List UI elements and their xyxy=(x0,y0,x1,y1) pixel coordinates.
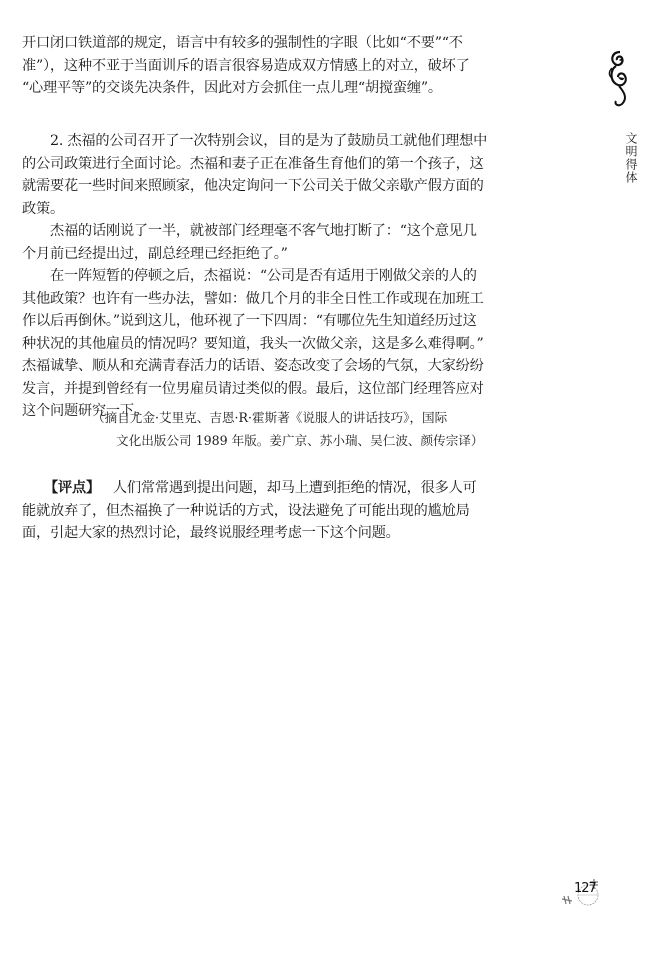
text-line: 政策。 xyxy=(22,200,64,217)
text-line: “心理平等”的交谈先决条件，因此对方会抓住一点儿理“胡搅蛮缠”。 xyxy=(22,80,442,96)
text-line: 能就放弃了，但杰福换了一种说话的方式，设法避免了可能出现的尴尬局 xyxy=(22,502,470,519)
text-line: 准”），这种不亚于当面训斥的语言很容易造成双方情感上的对立，破坏了 xyxy=(22,57,470,74)
page-number-area xyxy=(560,875,610,915)
text-line: 杰福的话刚说了一半，就被部门经理毫不客气地打断了：“这个意见几 xyxy=(50,223,477,239)
page-number: 127 xyxy=(574,881,596,896)
commentary-label: 【评点】 xyxy=(44,480,100,496)
text-line: 发言，并提到曾经有一位男雇员请过类似的假。最后，这位部门经理答应对 xyxy=(22,380,484,397)
citation-line-1: （摘自尤金·艾里克、吉恩·R·霍斯著《说服人的讲话技巧》，国际 xyxy=(92,410,448,425)
paragraph-example-2 xyxy=(22,130,488,220)
text-line: 就需要花一些时间来照顾家，他决定询问一下公司关于做父亲歇产假方面的 xyxy=(22,178,484,194)
text-line: 的公司政策进行全面讨论。杰福和妻子正在准备生育他们的第一个孩子，这 xyxy=(22,155,484,172)
commentary-block xyxy=(22,477,477,545)
text-line: 其他政策？也许有一些办法，譬如：做几个月的非全日性工作或现在加班工 xyxy=(22,290,484,307)
text-line: 这个问题研究一下。 xyxy=(22,403,148,419)
commentary-text: 人们常常遇到提出问题，却马上遭到拒绝的情况，很多人可 xyxy=(112,480,477,496)
paragraph-interrupt xyxy=(22,220,477,265)
text-line xyxy=(22,477,477,500)
text-line: 开口闭口铁道部的规定，语言中有较多的强制性的字眼（比如“不要”“不 xyxy=(22,35,463,51)
text-line: 在一阵短暂的停顿之后，杰福说：“公司是否有适用于刚做父亲的人的 xyxy=(50,268,477,284)
text-line: 杰福诚挚、顺从和充满青春活力的话语、姿态改变了会场的气氛，大家纷纷 xyxy=(22,358,484,374)
text-line: 个月前已经提出过，副总经理已经拒绝了。” xyxy=(22,245,288,262)
section-side-tab: 文明得体 xyxy=(624,132,638,184)
paragraph-response xyxy=(22,265,484,423)
citation-line-2: 文化出版公司 1989 年版。姜广京、苏小瑞、吴仁波、颜传宗译） xyxy=(116,433,484,448)
text-line: 种状况的其他雇员的情况吗？要知道，我头一次做父亲，这是多么难得啊。” xyxy=(22,335,484,352)
text-line: 面，引起大家的热烈讨论，最终说服经理考虑一下这个问题。 xyxy=(22,525,400,541)
text-line: 作以后再倒休。”说到这儿，他环视了一下四周：“有哪位先生知道经历过这 xyxy=(22,313,477,329)
text-line: 2. 杰福的公司召开了一次特别会议，目的是为了鼓励员工就他们理想中 xyxy=(50,133,488,149)
paragraph-intro xyxy=(22,32,470,100)
decorative-scroll-ornament-icon xyxy=(606,48,632,108)
